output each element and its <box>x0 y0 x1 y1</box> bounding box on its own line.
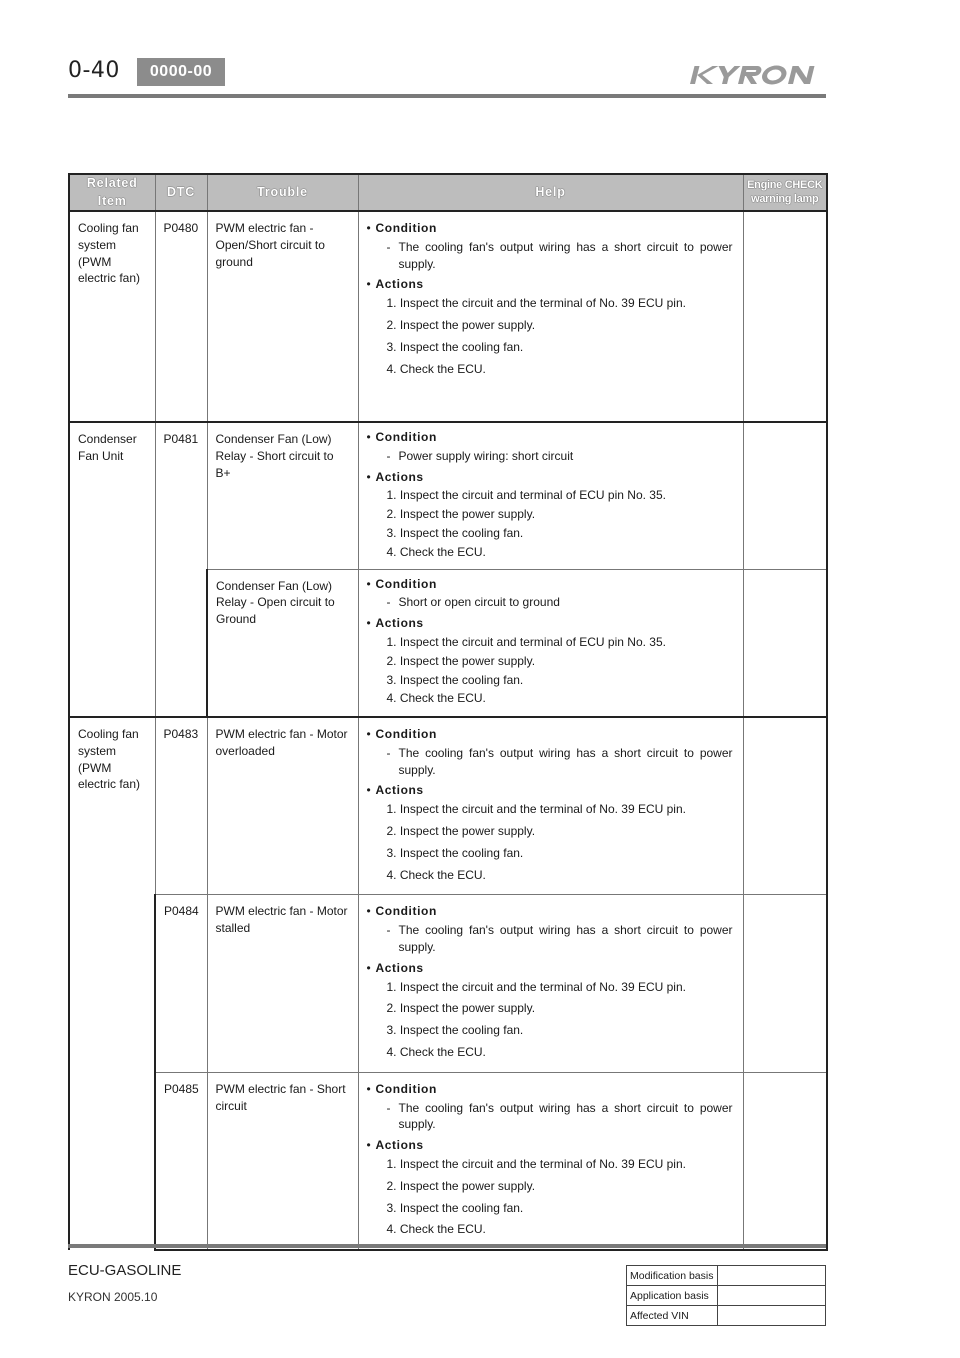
dtc-table <box>68 173 828 1251</box>
action-item: 4. Check the ECU. <box>386 1222 486 1237</box>
action-item: 3. Inspect the cooling fan. <box>386 1200 524 1215</box>
page-number: 0-40 <box>68 58 120 83</box>
action-item: 4. Check the ECU. <box>386 361 486 376</box>
table-row <box>69 895 827 1072</box>
footer-divider <box>68 1244 826 1248</box>
action-item: 2. Inspect the power supply. <box>386 1178 536 1193</box>
actions-list <box>367 487 733 560</box>
lamp-cell <box>743 717 827 895</box>
trouble-text: PWM electric fan - Motor overloaded <box>207 717 358 895</box>
col-header-help: Help <box>358 174 743 211</box>
table-row <box>69 1072 827 1250</box>
help-cell <box>358 569 743 717</box>
trouble-text: PWM electric fan - Motor stalled <box>207 895 358 1072</box>
condition-heading: • Condition <box>366 904 437 919</box>
basis-label: Modification basis <box>627 1266 718 1286</box>
actions-list <box>367 801 733 883</box>
condition-text: - Short or open circuit to ground <box>386 595 560 610</box>
footer-section-name: ECU-GASOLINE <box>68 1262 182 1279</box>
action-item: 3. Inspect the cooling fan. <box>386 845 524 860</box>
action-item: 4. Check the ECU. <box>386 544 486 559</box>
actions-heading: • Actions <box>366 783 424 798</box>
help-cell <box>358 211 743 422</box>
lamp-cell <box>743 211 827 422</box>
help-cell <box>358 1072 743 1250</box>
condition-heading: • Condition <box>366 430 437 444</box>
lamp-cell <box>743 895 827 1072</box>
action-item: 4. Check the ECU. <box>386 867 486 882</box>
basis-label: Application basis <box>627 1286 718 1306</box>
lamp-cell <box>743 1072 827 1250</box>
related-item: Condenser Fan Unit <box>69 422 155 717</box>
dtc-code: P0485 <box>155 1072 207 1250</box>
actions-heading: • Actions <box>366 616 424 631</box>
trouble-text: Condenser Fan (Low) Relay - Open circuit to Ground <box>207 569 358 717</box>
condition-text: - Power supply wiring: short circuit <box>386 448 574 463</box>
trouble-text: PWM electric fan - Short circuit <box>207 1072 358 1250</box>
table-row <box>69 717 827 895</box>
help-cell <box>358 895 743 1072</box>
action-item: 3. Inspect the cooling fan. <box>386 1023 524 1038</box>
actions-list <box>367 979 733 1061</box>
table-header-row <box>69 174 827 211</box>
action-item: 1. Inspect the circuit and the terminal of No. 39 ECU pin. <box>386 1157 686 1172</box>
lamp-cell <box>743 422 827 569</box>
actions-list <box>367 295 733 377</box>
basis-value <box>718 1286 826 1306</box>
col-header-dtc: DTC <box>155 174 207 211</box>
basis-table <box>626 1265 826 1326</box>
col-header-item: Related Item <box>69 174 155 211</box>
section-code-badge: 0000-00 <box>137 58 225 86</box>
basis-value <box>718 1266 826 1286</box>
condition-heading: • Condition <box>366 576 437 591</box>
action-item: 2. Inspect the power supply. <box>386 653 536 668</box>
dtc-code: P0481 <box>155 422 207 717</box>
kyron-logo <box>684 60 826 90</box>
action-item: 2. Inspect the power supply. <box>386 507 536 522</box>
basis-row <box>627 1286 826 1306</box>
related-item: Cooling fan system (PWM electric fan) <box>69 211 155 422</box>
action-item: 1. Inspect the circuit and the terminal of No. 39 ECU pin. <box>386 802 686 817</box>
action-item: 1. Inspect the circuit and the terminal of No. 39 ECU pin. <box>386 979 686 994</box>
footer-doc-version: KYRON 2005.10 <box>68 1290 158 1304</box>
dtc-code: P0483 <box>155 717 207 895</box>
trouble-text: Condenser Fan (Low) Relay - Short circuit to B+ <box>207 422 358 569</box>
actions-list <box>367 634 733 707</box>
condition-text: - The cooling fan's output wiring has a short circuit to power supply. <box>386 239 733 271</box>
action-item: 4. Check the ECU. <box>386 1045 486 1060</box>
actions-heading: • Actions <box>366 469 424 484</box>
basis-row <box>627 1306 826 1326</box>
action-item: 2. Inspect the power supply. <box>386 1001 536 1016</box>
related-item: Cooling fan system (PWM electric fan) <box>69 717 155 1250</box>
action-item: 2. Inspect the power supply. <box>386 317 536 332</box>
actions-heading: • Actions <box>366 277 424 292</box>
actions-heading: • Actions <box>366 960 424 975</box>
dtc-code: P0480 <box>155 211 207 422</box>
table-row <box>69 422 827 569</box>
condition-text: - The cooling fan's output wiring has a short circuit to power supply. <box>386 1100 733 1132</box>
header-divider <box>68 94 826 98</box>
table-row <box>69 211 827 422</box>
col-header-lamp: Engine CHECK warning lamp <box>743 174 827 211</box>
help-cell <box>358 422 743 569</box>
action-item: 1. Inspect the circuit and the terminal of No. 39 ECU pin. <box>386 296 686 311</box>
action-item: 2. Inspect the power supply. <box>386 824 536 839</box>
action-item: 1. Inspect the circuit and terminal of ECU pin No. 35. <box>386 488 666 503</box>
trouble-text: PWM electric fan - Open/Short circuit to ground <box>207 211 358 422</box>
basis-row <box>627 1266 826 1286</box>
action-item: 3. Inspect the cooling fan. <box>386 339 524 354</box>
lamp-cell <box>743 569 827 717</box>
actions-heading: • Actions <box>366 1138 424 1153</box>
dtc-code: P0484 <box>155 895 207 1072</box>
action-item: 3. Inspect the cooling fan. <box>386 525 524 540</box>
condition-text: - The cooling fan's output wiring has a short circuit to power supply. <box>386 745 733 777</box>
action-item: 3. Inspect the cooling fan. <box>386 672 524 687</box>
condition-text: - The cooling fan's output wiring has a short circuit to power supply. <box>386 923 733 955</box>
condition-heading: • Condition <box>366 1081 437 1096</box>
help-cell <box>358 717 743 895</box>
action-item: 4. Check the ECU. <box>386 691 486 706</box>
basis-value <box>718 1306 826 1326</box>
condition-heading: • Condition <box>366 727 437 742</box>
condition-heading: • Condition <box>366 221 437 235</box>
basis-label: Affected VIN <box>627 1306 718 1326</box>
col-header-trouble: Trouble <box>207 174 358 211</box>
actions-list <box>367 1156 733 1238</box>
action-item: 1. Inspect the circuit and terminal of ECU pin No. 35. <box>386 634 666 649</box>
